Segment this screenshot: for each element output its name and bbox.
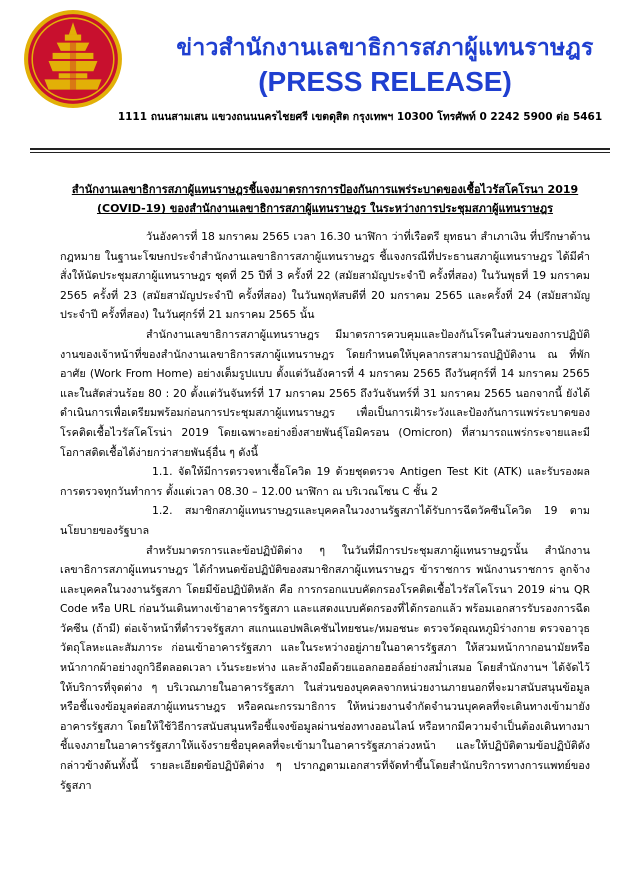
header-divider-thick — [30, 148, 610, 150]
press-release-header — [0, 0, 638, 150]
paragraph-3: สำหรับมาตรการและข้อปฏิบัติต่าง ๆ ในวันที่มีการประชุมสภาผู้แทนราษฎรนั้น สำนักงานเลขาธิการสภาผู้แทนราษฎร ได้กำหนดข้อปฏิบัติของสมาชิกสภาผู้แทนราษฎร ข้าราชการ พนักงานราชการ ลูกจ้าง และบุคคลในวงงานรัฐสภา โดยมีข้อปฏิบัติหลัก คือ การกรอกแบบคัดกรองโรคติดเชื้อไวรัสโคโรนา 2019 ผ่าน QR Code หรือ URL ก่อนวันเดินทางเข้าอาคารรัฐสภา และแสดงแบบคัดกรองที่ได้กรอกแล้ว พร้อมเอกสารรับรองการฉีดวัคซีน (ถ้ามี) ต่อเจ้าหน้าที่ตำรวจรัฐสภา สแกนแอปพลิเคชันไทยชนะ/หมอชนะ ตรวจวัดอุณหภูมิร่างกาย ตรวจอาวุธ วัตถุโลหะและสัมภาระ ก่อนเข้าอาคารรัฐสภา และในระหว่างอยู่ภายในอาคารรัฐสภา ให้สวมหน้ากากอนามัยหรือหน้ากากผ้าอย่างถูกวิธีตลอดเวลา เว้นระยะห่าง และล้างมือด้วยแอลกอฮอล์อย่างสม่ำเสมอ โดยสำนักงานฯ ได้จัดไว้ให้บริการที่จุดต่าง ๆ บริเวณภายในอาคารรัฐสภา ในส่วนของบุคคลจากหน่วยงานภายนอกที่จะมาสนับสนุนข้อมูลหรือชี้แจงข้อมูลต่อสภาผู้แทนราษฎร หรือคณะกรรมาธิการ ให้หน่วยงานจำกัดจำนวนบุคคลที่จะเดินทางเข้ามายังอาคารรัฐสภา โดยให้ใช้วิธีการสนับสนุนหรือชี้แจงข้อมูลผ่านช่องทางออนไลน์ หรือหากมีความจำเป็นต้องเดินทางมาชี้แจงภายในอาคารรัฐสภาให้แจ้งรายชื่อบุคคลที่จะเข้ามาในอาคารรัฐสภาล่วงหน้า และให้ปฏิบัติตามข้อปฏิบัติดังกล่าวข้างต้นทั้งนี้ รายละเอียดข้อปฏิบัติต่าง ๆ ปรากฏตามเอกสารที่จัดทำขึ้นโดยสำนักบริการทางการแพทย์ของรัฐสภา — [60, 543, 590, 792]
headline-line-1: สำนักงานเลขาธิการสภาผู้แทนราษฎรชี้แจงมาตรการการป้องกันการแพร่ระบาดของเชื้อไวรัสโคโรนา 2019 — [71, 183, 579, 196]
press-office-title: ข่าวสำนักงานเลขาธิการสภาผู้แทนราษฎร — [176, 35, 594, 61]
paragraph-2: สำนักงานเลขาธิการสภาผู้แทนราษฎร มีมาตรการควบคุมและป้องกันโรคในส่วนของการปฏิบัติงานของเจ้าหน้าที่ของสำนักงานเลขาธิการสภาผู้แทนราษฎร โดยกำหนดให้บุคลากรสามารถปฏิบัติงาน ณ ที่พักอาศัย (Work From Home) อย่างเต็มรูปแบบ ตั้งแต่วันอังคารที่ 4 มกราคม 2565 ถึงวันศุกร์ที่ 14 มกราคม 2565 และในสัดส่วนร้อย 80 : 20 ตั้งแต่วันจันทร์ที่ 17 มกราคม 2565 ถึงวันจันทร์ที่ 31 มกราคม 2565 นอกจากนี้ ยังได้ดำเนินการเพื่อเตรียมพร้อมก่อนการประชุมสภาผู้แทนราษฎร เพื่อเป็นการเฝ้าระวังและป้องกันการแพร่ระบาดของโรคติดเชื้อไวรัสโคโรน่า 2019 โดยเฉพาะอย่างยิ่งสายพันธุ์โอมิครอน (Omicron) ที่สามารถแพร่กระจายและมีโอกาสติดเชื้อได้ง่ายกว่าสายพันธุ์อื่น ๆ ดังนี้ — [60, 327, 590, 459]
press-release-body — [60, 180, 590, 795]
header-divider-thin — [30, 152, 610, 153]
headline-line-2: (COVID-19) ของสำนักงานเลขาธิการสภาผู้แทนราษฎร ในระหว่างการประชุมสภาผู้แทนราษฎร — [96, 202, 554, 215]
list-item-1-1: 1.1. จัดให้มีการตรวจหาเชื้อโควิด 19 ด้วยชุดตรวจ Antigen Test Kit (ATK) และรับรองผลการตรวจทุกวันทำการ ตั้งแต่เวลา 08.30 – 12.00 นาฬิกา ณ บริเวณโซน C ชั้น 2 — [60, 465, 590, 498]
paragraph-1: วันอังคารที่ 18 มกราคม 2565 เวลา 16.30 นาฬิกา ว่าที่เรือตรี ยุทธนา สำเภาเงิน ที่ปรึกษาด้านกฎหมาย ในฐานะโฆษกประจำสำนักงานเลขาธิการสภาผู้แทนราษฎร ชี้แจงกรณีที่ประธานสภาผู้แทนราษฎร ได้มีคำสั่งให้นัดประชุมสภาผู้แทนราษฎร ชุดที่ 25 ปีที่ 3 ครั้งที่ 22 (สมัยสามัญประจำปี ครั้งที่สอง) ในวันพุธที่ 19 มกราคม 2565 ครั้งที่ 23 (สมัยสามัญประจำปี ครั้งที่สอง) ในวันพฤหัสบดีที่ 20 มกราคม 2565 และครั้งที่ 24 (สมัยสามัญประจำปี ครั้งที่สอง) ในวันศุกร์ที่ 21 มกราคม 2565 นั้น — [60, 230, 590, 322]
parliament-emblem-icon — [22, 8, 124, 110]
news-headline — [60, 180, 590, 218]
office-address: 1111 ถนนสามเสน แขวงถนนนครไชยศรี เขตดุสิต กรุงเทพฯ 10300 โทรศัพท์ 0 2242 5900 ต่อ 5461 — [117, 111, 603, 123]
press-release-title: (PRESS RELEASE) — [258, 66, 512, 97]
list-item-1-2: 1.2. สมาชิกสภาผู้แทนราษฎรและบุคคลในวงงานรัฐสภาได้รับการฉีดวัคซีนโควิด 19 ตามนโยบายของรัฐบาล — [60, 504, 590, 537]
